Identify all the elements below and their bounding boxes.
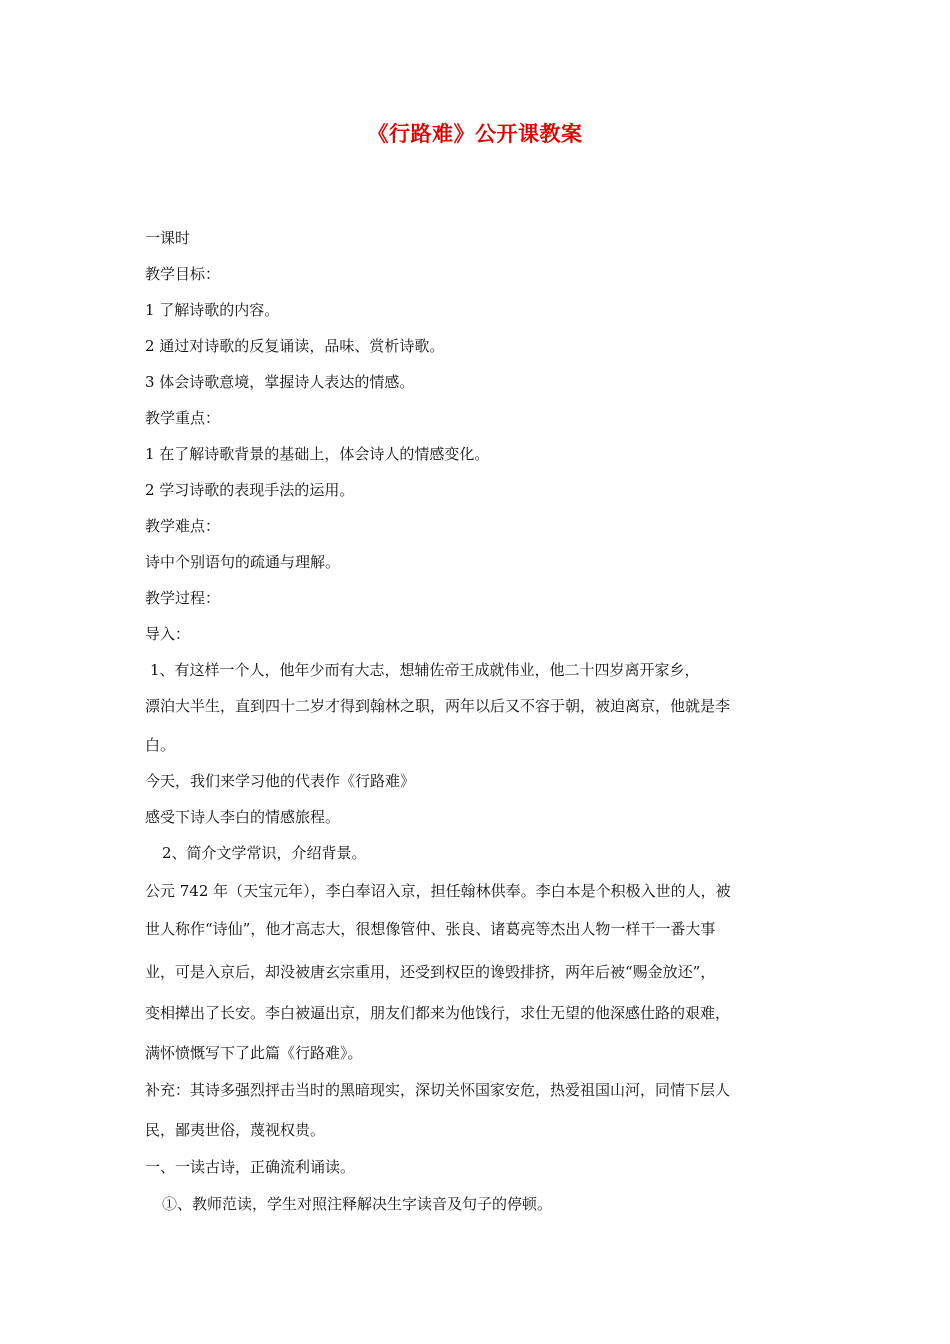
text-line: 一课时 — [145, 229, 191, 247]
section-heading: 导入： — [145, 625, 191, 643]
text-line: 公元 742 年（天宝元年），李白奉诏入京，担任翰林供奉。李白本是个积极入世的人，被 — [145, 882, 731, 900]
text-line: ①、教师范读，学生对照注释解决生字读音及句子的停顿。 — [162, 1195, 553, 1213]
text-line: 2、简介文学常识，介绍背景。 — [162, 844, 367, 862]
text-line: 民，鄙夷世俗，蔑视权贵。 — [145, 1121, 326, 1139]
section-heading: 教学难点： — [145, 517, 221, 535]
section-heading: 教学过程： — [145, 589, 221, 607]
section-heading: 教学目标： — [145, 265, 221, 283]
text-line: 1 了解诗歌的内容。 — [145, 301, 280, 319]
text-line: 变相撵出了长安。李白被逼出京，朋友们都来为他饯行，求仕无望的他深感仕路的艰难， — [145, 1004, 731, 1022]
text-line: 2 学习诗歌的表现手法的运用。 — [145, 481, 355, 499]
section-heading: 一、一读古诗，正确流利诵读。 — [145, 1158, 356, 1176]
text-line: 满怀愤慨写下了此篇《行路难》。 — [145, 1044, 363, 1062]
text-line: 世人称作“诗仙”，他才高志大，很想像管仲、张良、诸葛亮等杰出人物一样干一番大事 — [145, 920, 716, 938]
text-line: 今天，我们来学习他的代表作《行路难》 — [145, 772, 416, 790]
text-line: 诗中个别语句的疏通与理解。 — [145, 553, 341, 571]
text-line: 漂泊大半生，直到四十二岁才得到翰林之职，两年以后又不容于朝，被迫离京，他就是李 — [145, 697, 731, 715]
text-line: 补充：其诗多强烈抨击当时的黑暗现实，深切关怀国家安危，热爱祖国山河，同情下层人 — [145, 1081, 731, 1099]
text-line: 2 通过对诗歌的反复诵读，品味、赏析诗歌。 — [145, 337, 445, 355]
text-line: 业，可是入京后，却没被唐玄宗重用，还受到权臣的谗毁排挤，两年后被“赐金放还”， — [145, 963, 716, 981]
section-heading: 教学重点： — [145, 409, 221, 427]
text-line: 3 体会诗歌意境，掌握诗人表达的情感。 — [145, 373, 415, 391]
text-line: 白。 — [145, 736, 176, 754]
text-line: 1 在了解诗歌背景的基础上，体会诗人的情感变化。 — [145, 445, 490, 463]
text-line: 1、有这样一个人，他年少而有大志，想辅佐帝王成就伟业，他二十四岁离开家乡， — [150, 661, 700, 679]
text-line: 感受下诗人李白的情感旅程。 — [145, 808, 341, 826]
document-title: 《行路难》公开课教案 — [367, 122, 583, 146]
